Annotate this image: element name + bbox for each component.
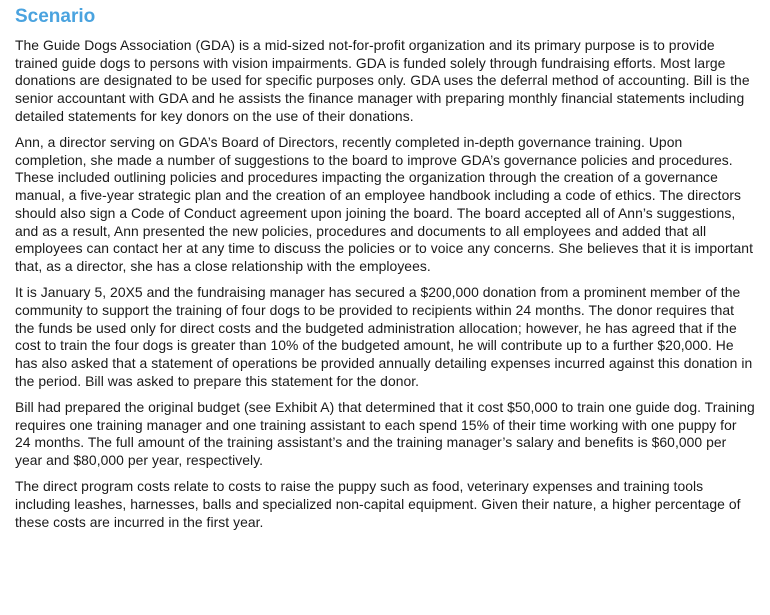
paragraph-direct-costs: The direct program costs relate to costs to raise the puppy such as food, veterinary expenses and training tools including leashes, harnesses, balls and specialized non-capital equipment. Given their nature, a higher percentage of these costs are incurred in the first year. [15,478,741,530]
paragraph-organization-overview: The Guide Dogs Association (GDA) is a mid-sized not-for-profit organization and its primary purpose is to provide trained guide dogs to persons with vision impairments. GDA is funded solely through fundraising efforts. Most large donations are designated to be used for specific purposes only. GDA uses the deferral method of accounting. Bill is the senior accountant with GDA and he assists the finance manager with preparing monthly financial statements including detailed statements for key donors on the use of their donations. [15,37,750,124]
paragraph-donation: It is January 5, 20X5 and the fundraising manager has secured a $200,000 donation from a prominent member of the community to support the training of four dogs to be provided to recipients within 24 months. The donor requires that the funds be used only for direct costs and the budgeted administration allocation; however, he has agreed that if the cost to train the four dogs is greater than 10% of the budgeted amount, he will contribute up to a further $20,000. He has also asked that a statement of operations be provided annually detailing expenses incurred against this donation in the period. Bill was asked to prepare this statement for the donor. [15,284,753,389]
paragraph-governance: Ann, a director serving on GDA’s Board of Directors, recently completed in-depth governance training. Upon completion, she made a number of suggestions to the board to improve GDA’s governance policies and procedures. These included outlining policies and procedures impacting the organization through the creation of a governance manual, a five-year strategic plan and the creation of an employee handbook including a code of ethics. The directors should also sign a Code of Conduct agreement upon joining the board. The board accepted all of Ann’s suggestions, and as a result, Ann presented the new policies, procedures and documents to all employees and added that all employees can contact her at any time to discuss the policies or to voice any concerns. She believes that it is important that, as a director, she has a close relationship with the employees. [15,134,753,274]
scenario-document [15,4,755,540]
section-title: Scenario [15,6,96,27]
paragraph-budget: Bill had prepared the original budget (see Exhibit A) that determined that it cost $50,000 to train one guide dog. Training requires one training manager and one training assistant to each spend 15% of their time working with one puppy for 24 months. The full amount of the training assistant’s and the training manager’s salary and benefits is $60,000 per year and $80,000 per year, respectively. [15,398,755,468]
